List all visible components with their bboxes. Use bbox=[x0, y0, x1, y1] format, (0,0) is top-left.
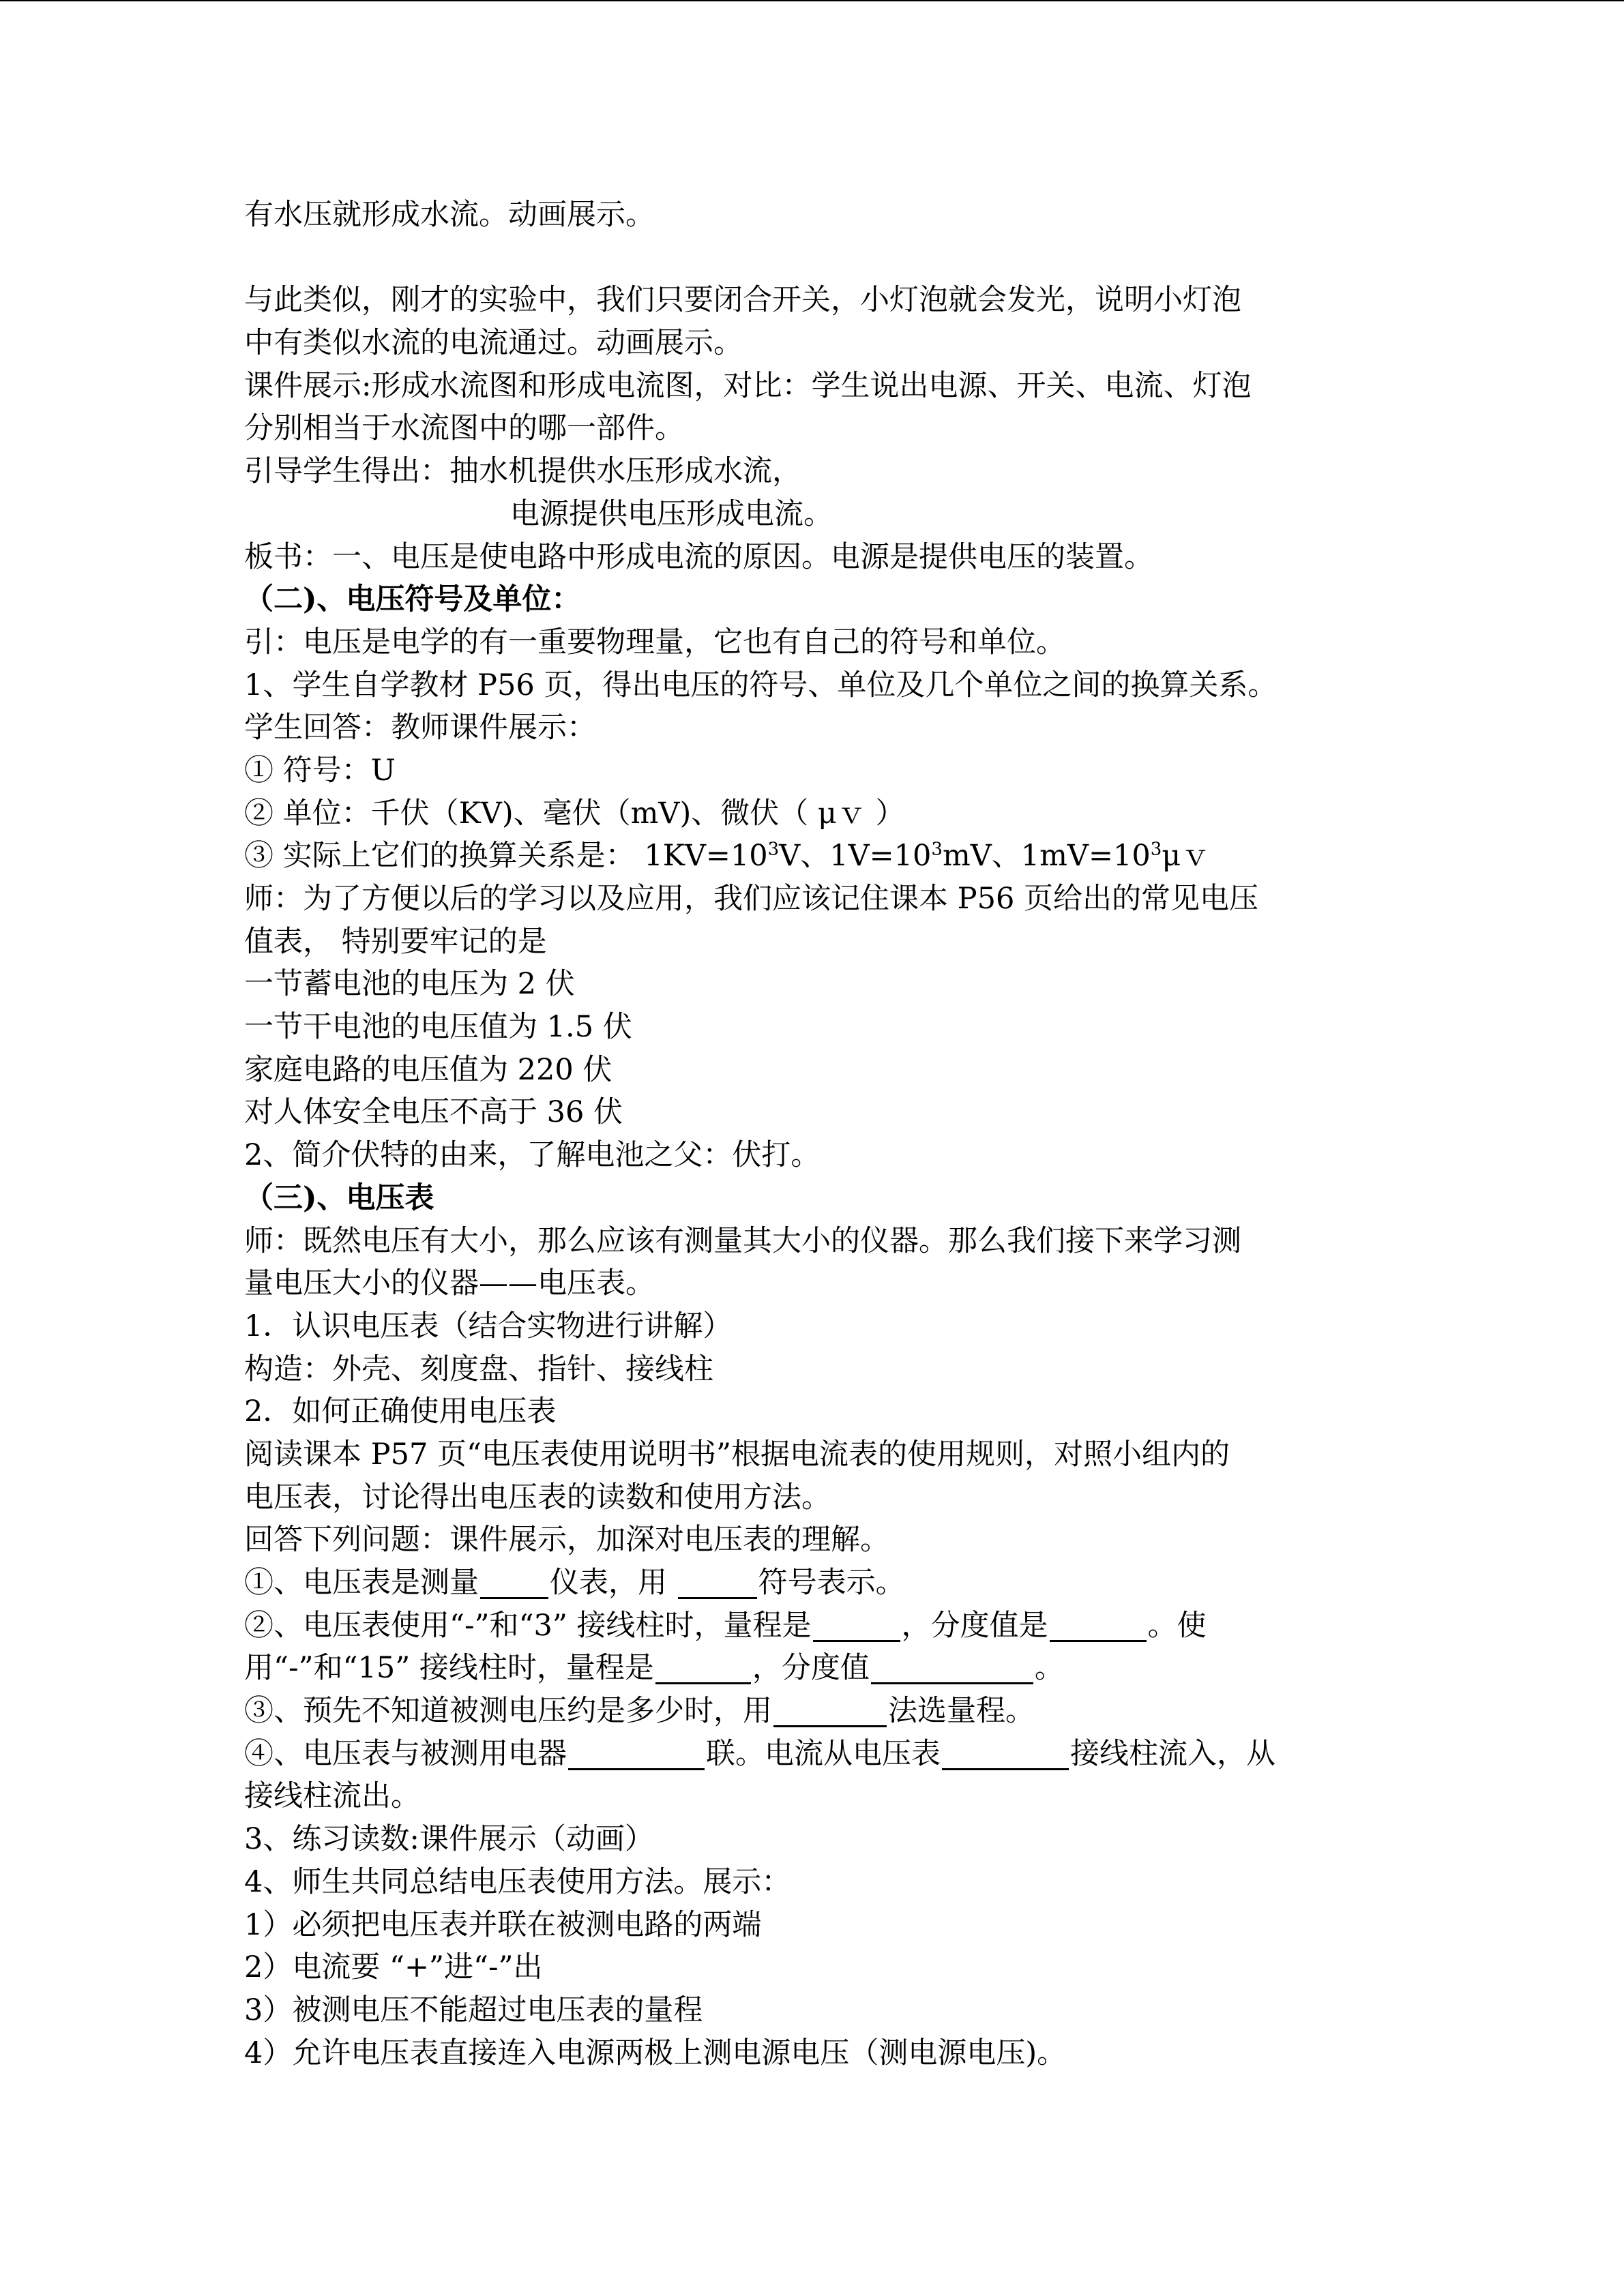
conversion-line bbox=[244, 835, 1390, 878]
text-line: 一节干电池的电压值为 1.5 伏 bbox=[244, 1010, 632, 1045]
text-line: 与此类似，刚才的实验中，我们只要闭合开关，小灯泡就会发光，说明小灯泡 bbox=[244, 283, 1241, 318]
text-line: 引：电压是电学的有一重要物理量，它也有自己的符号和单位。 bbox=[244, 625, 1065, 659]
text-segment: ③、预先不知道被测电压约是多少时，用 bbox=[244, 1694, 772, 1729]
text-line: 2．如何正确使用电压表 bbox=[244, 1395, 557, 1429]
text-line: 接线柱流出。 bbox=[244, 1779, 420, 1814]
text-line: 引导学生得出：抽水机提供水压形成水流， bbox=[244, 454, 801, 489]
text-line: ② 单位：千伏（KV)、毫伏（mV)、微伏（ μｖ ） bbox=[244, 796, 905, 831]
text-segment: μｖ bbox=[1162, 839, 1211, 874]
text-line: 中有类似水流的电流通过。动画展示。 bbox=[244, 326, 743, 361]
text-segment: ①、电压表是测量 bbox=[244, 1566, 479, 1600]
text-line: 课件展示:形成水流图和形成电流图，对比：学生说出电源、开关、电流、灯泡 bbox=[244, 368, 1252, 403]
text-line: 3）被测电压不能超过电压表的量程 bbox=[244, 1993, 703, 2027]
text-line: 量电压大小的仪器——电压表。 bbox=[244, 1266, 655, 1301]
blank-line bbox=[244, 237, 1390, 280]
answer-blank bbox=[678, 1567, 757, 1599]
section-heading: （二)、电压符号及单位： bbox=[244, 582, 581, 617]
text-line: 构造：外壳、刻度盘、指针、接线柱 bbox=[244, 1352, 713, 1386]
text-line: 4、师生共同总结电压表使用方法。展示： bbox=[244, 1864, 791, 1899]
answer-blank bbox=[773, 1695, 887, 1727]
question-line bbox=[244, 1605, 1390, 1648]
text-segment: ③ 实际上它们的换算关系是： 1KV=10 bbox=[244, 839, 768, 874]
document-body bbox=[244, 194, 1390, 2074]
text-segment: V、1V=10 bbox=[779, 839, 932, 874]
answer-blank bbox=[480, 1567, 548, 1599]
top-border-line bbox=[0, 0, 1624, 1]
text-line: 学生回答：教师课件展示： bbox=[244, 711, 596, 745]
text-line: 电压表，讨论得出电压表的读数和使用方法。 bbox=[244, 1480, 831, 1515]
exponent: 3 bbox=[931, 839, 943, 860]
text-line: 一节蓄电池的电压为 2 伏 bbox=[244, 967, 575, 1002]
text-segment: 符号表示。 bbox=[758, 1566, 905, 1600]
answer-blank bbox=[871, 1652, 1033, 1684]
text-line: 1）必须把电压表并联在被测电路的两端 bbox=[244, 1907, 762, 1942]
question-line bbox=[244, 1562, 1390, 1605]
text-line: ① 符号：U bbox=[244, 753, 396, 788]
text-line: 值表， 特别要牢记的是 bbox=[244, 924, 547, 959]
text-segment: ，分度值 bbox=[752, 1651, 870, 1686]
text-line: 师：为了方便以后的学习以及应用，我们应该记住课本 P56 页给出的常见电压 bbox=[244, 882, 1258, 916]
text-line: 阅读课本 P57 页“电压表使用说明书”根据电流表的使用规则，对照小组内的 bbox=[244, 1437, 1230, 1472]
text-line: 2、简介伏特的由来，了解电池之父：伏打。 bbox=[244, 1138, 821, 1173]
text-line: 3、练习读数:课件展示（动画） bbox=[244, 1822, 654, 1857]
text-line: 1．认识电压表（结合实物进行讲解） bbox=[244, 1309, 733, 1343]
text-line: 有水压就形成水流。动画展示。 bbox=[244, 198, 655, 232]
question-line bbox=[244, 1690, 1390, 1733]
answer-blank bbox=[813, 1610, 900, 1642]
text-segment: 用“-”和“15” 接线柱时，量程是 bbox=[244, 1651, 654, 1686]
text-segment: 。 bbox=[1034, 1651, 1064, 1686]
exponent: 3 bbox=[767, 839, 780, 860]
question-line bbox=[244, 1647, 1390, 1690]
exponent: 3 bbox=[1150, 839, 1162, 860]
text-segment: 仪表，用 bbox=[550, 1566, 677, 1600]
text-segment: mV、1mV=10 bbox=[942, 839, 1151, 874]
text-line: 师：既然电压有大小，那么应该有测量其大小的仪器。那么我们接下来学习测 bbox=[244, 1223, 1241, 1258]
text-line: 4）允许电压表直接连入电源两极上测电源电压（测电源电压)。 bbox=[244, 2036, 1067, 2070]
answer-blank bbox=[655, 1652, 751, 1684]
text-line: 回答下列问题：课件展示，加深对电压表的理解。 bbox=[244, 1523, 889, 1557]
text-segment: ④、电压表与被测用电器 bbox=[244, 1736, 567, 1771]
text-segment: 接线柱流入，从 bbox=[1070, 1736, 1275, 1771]
text-segment: ，分度值是 bbox=[901, 1608, 1048, 1643]
text-line: 板书：一、电压是使电路中形成电流的原因。电源是提供电压的装置。 bbox=[244, 539, 1153, 574]
answer-blank bbox=[568, 1738, 705, 1770]
section-heading: （三)、电压表 bbox=[244, 1180, 434, 1215]
text-line: 分别相当于水流图中的哪一部件。 bbox=[244, 411, 684, 446]
text-segment: ②、电压表使用“-”和“3” 接线柱时，量程是 bbox=[244, 1608, 812, 1643]
text-line: 2）电流要 “+”进“-”出 bbox=[244, 1950, 543, 1985]
text-line: 家庭电路的电压值为 220 伏 bbox=[244, 1052, 612, 1087]
text-segment: 联。电流从电压表 bbox=[706, 1736, 941, 1771]
text-line: 1、学生自学教材 P56 页，得出电压的符号、单位及几个单位之间的换算关系。 bbox=[244, 668, 1278, 702]
text-line: 电源提供电压形成电流。 bbox=[510, 496, 833, 531]
text-segment: 。使 bbox=[1147, 1608, 1207, 1643]
text-line: 对人体安全电压不高于 36 伏 bbox=[244, 1095, 623, 1130]
question-line bbox=[244, 1733, 1390, 1776]
answer-blank bbox=[942, 1738, 1069, 1770]
answer-blank bbox=[1050, 1610, 1147, 1642]
text-segment: 法选量程。 bbox=[888, 1694, 1035, 1729]
